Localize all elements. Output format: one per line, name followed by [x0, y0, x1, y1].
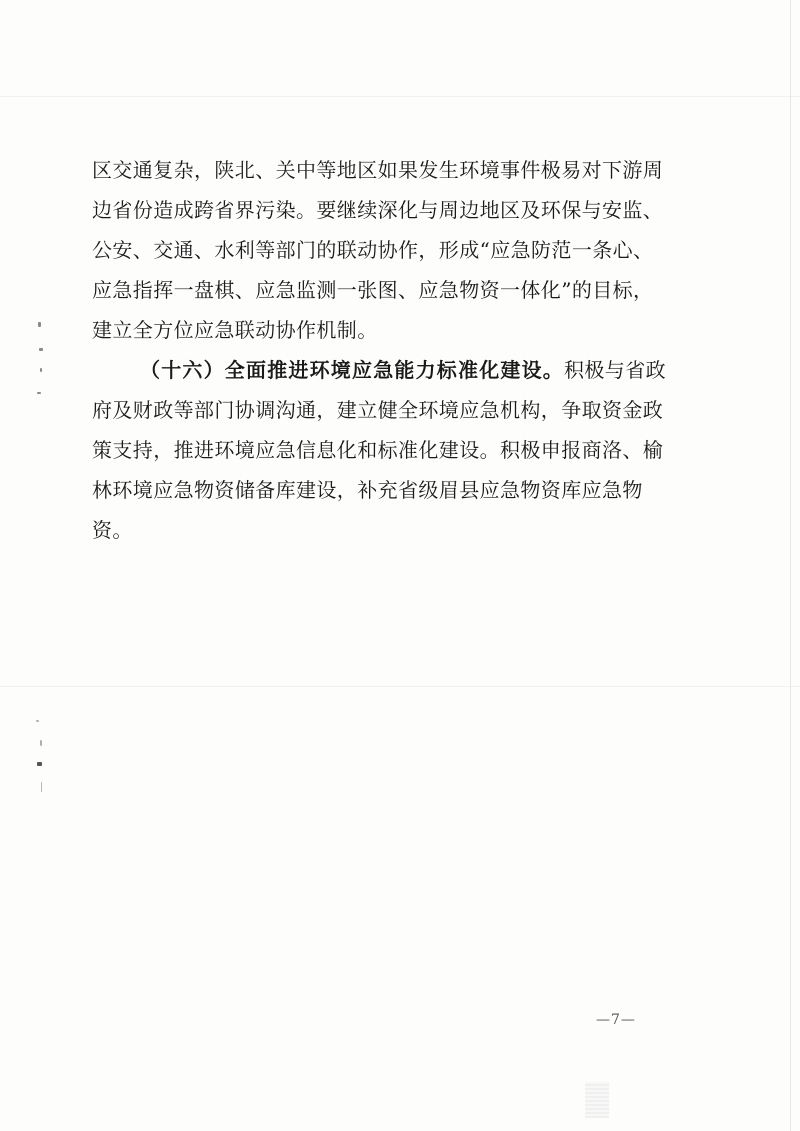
- margin-speck: [38, 322, 41, 327]
- margin-speck: [37, 392, 41, 394]
- text-line: 公安、交通、水利等部门的联动协作，形成“应急防范一条心、: [92, 238, 654, 262]
- text-line: 应急指挥一盘棋、应急监测一张图、应急物资一体化”的目标，: [92, 278, 654, 302]
- scan-artifact: [0, 96, 800, 97]
- body-text: [92, 150, 692, 550]
- text-line: 府及财政等部门协调沟通，建立健全环境应急机构，争取资金政: [92, 398, 664, 422]
- text-line: 林环境应急物资储备库建设，补充省级眉县应急物资库应急物: [92, 478, 643, 502]
- margin-speck: [37, 762, 42, 766]
- section-16-first-line: [92, 350, 692, 390]
- scan-edge: [790, 0, 791, 1131]
- text-line: 资。: [92, 518, 133, 542]
- section-text: 积极与省政: [564, 358, 666, 382]
- section-heading: （十六）全面推进环境应急能力标准化建设。: [140, 358, 564, 382]
- text-line: 边省份造成跨省界污染。要继续深化与周边地区及环保与安监、: [92, 198, 664, 222]
- scan-artifact: [0, 686, 800, 687]
- faint-stamp-mark: [585, 1082, 609, 1118]
- margin-speck: [36, 720, 39, 722]
- text-line: 区交通复杂，陕北、关中等地区如果发生环境事件极易对下游周: [92, 158, 664, 182]
- text-line: 策支持，推进环境应急信息化和标准化建设。积极申报商洛、榆: [92, 438, 664, 462]
- margin-speck: [39, 348, 43, 351]
- margin-speck: [41, 782, 42, 792]
- page-number: —7—: [596, 1012, 636, 1028]
- margin-speck: [40, 368, 42, 372]
- margin-speck: [40, 740, 42, 746]
- text-line: 建立全方位应急联动协作机制。: [92, 318, 378, 342]
